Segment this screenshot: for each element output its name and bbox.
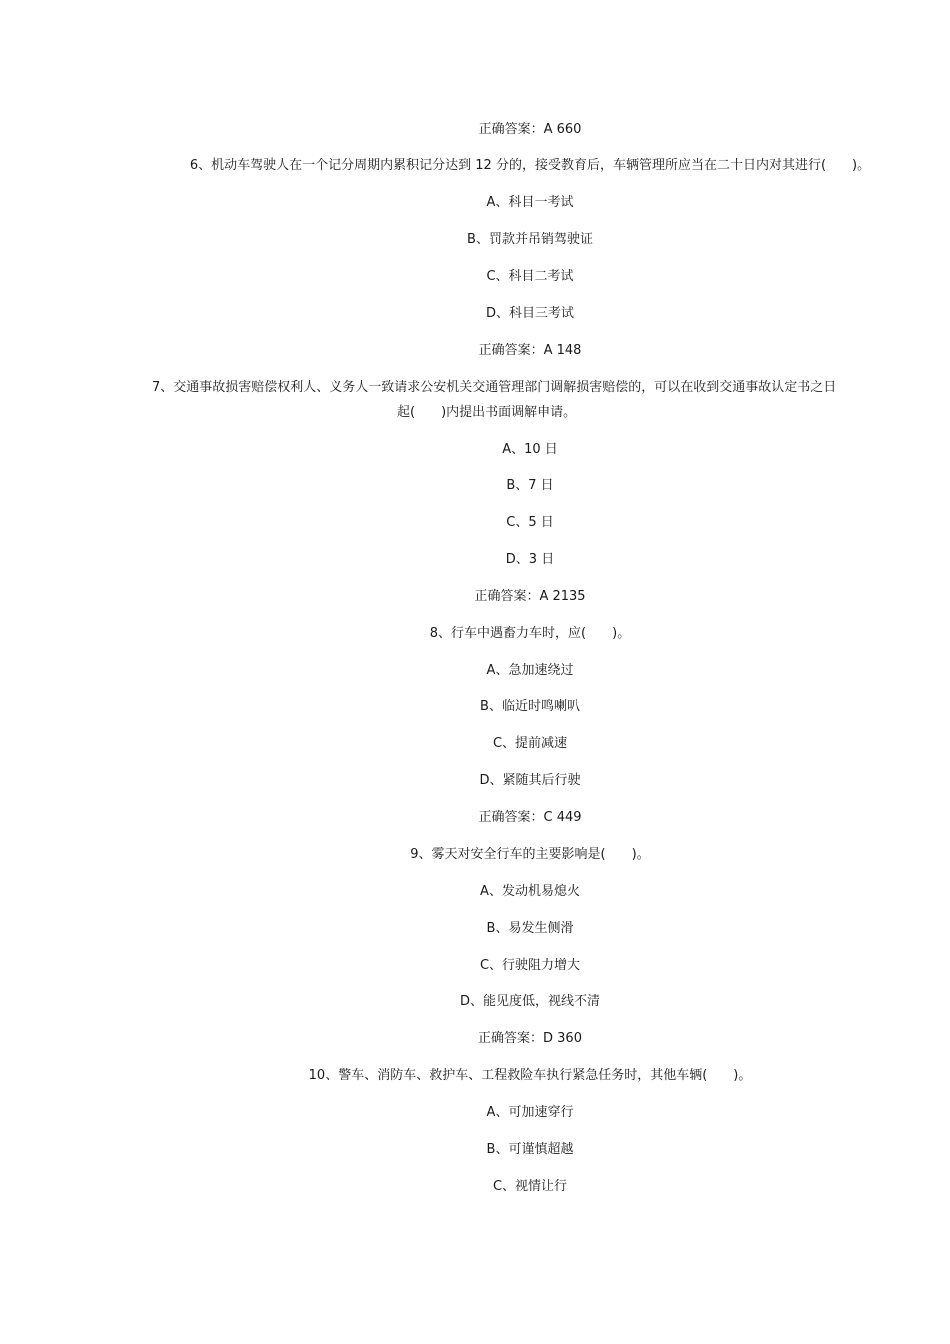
answer-line: 正确答案：A 148 (478, 343, 582, 358)
option-line: D、科目三考试 (485, 306, 574, 321)
option-line: C、5 日 (506, 515, 554, 530)
option-line: B、可谨慎超越 (486, 1142, 574, 1157)
answer-line: 正确答案：A 2135 (474, 589, 586, 604)
option-line: A、可加速穿行 (486, 1105, 574, 1120)
option-line: B、7 日 (506, 478, 554, 493)
option-line: A、发动机易熄火 (480, 884, 580, 899)
answer-line: 正确答案：A 660 (478, 122, 582, 137)
option-line: B、临近时鸣喇叭 (480, 699, 580, 714)
answer-line: 正确答案：D 360 (478, 1031, 582, 1046)
question-6: 6、机动车驾驶人在一个记分周期内累积记分达到 12 分的，接受教育后，车辆管理所应当在二十日内对其进行( )。 (189, 158, 871, 173)
option-line: D、3 日 (505, 552, 555, 567)
question-8: 8、行车中遇畜力车时，应( )。 (429, 626, 631, 641)
question-7-line-1: 7、交通事故损害赔偿权利人、义务人一致请求公安机关交通管理部门调解损害赔偿的，可以在收到交通事故认定书之日 (152, 380, 837, 395)
option-line: C、提前减速 (492, 736, 568, 751)
option-line: B、罚款并吊销驾驶证 (467, 232, 593, 247)
option-line: D、能见度低，视线不清 (459, 994, 600, 1009)
option-line: C、行驶阻力增大 (479, 958, 581, 973)
option-line: A、急加速绕过 (486, 663, 574, 678)
question-9: 9、雾天对安全行车的主要影响是( )。 (410, 847, 650, 862)
option-line: A、科目一考试 (486, 195, 574, 210)
option-line: A、10 日 (502, 442, 558, 457)
answer-line: 正确答案：C 449 (478, 810, 582, 825)
option-line: C、科目二考试 (486, 269, 574, 284)
option-line: B、易发生侧滑 (486, 921, 574, 936)
question-7-line-2: 起( )内提出书面调解申请。 (397, 405, 577, 420)
option-line: D、紧随其后行驶 (479, 773, 581, 788)
question-10: 10、警车、消防车、救护车、工程救险车执行紧急任务时，其他车辆( )。 (308, 1068, 752, 1083)
option-line: C、视情让行 (492, 1179, 568, 1194)
